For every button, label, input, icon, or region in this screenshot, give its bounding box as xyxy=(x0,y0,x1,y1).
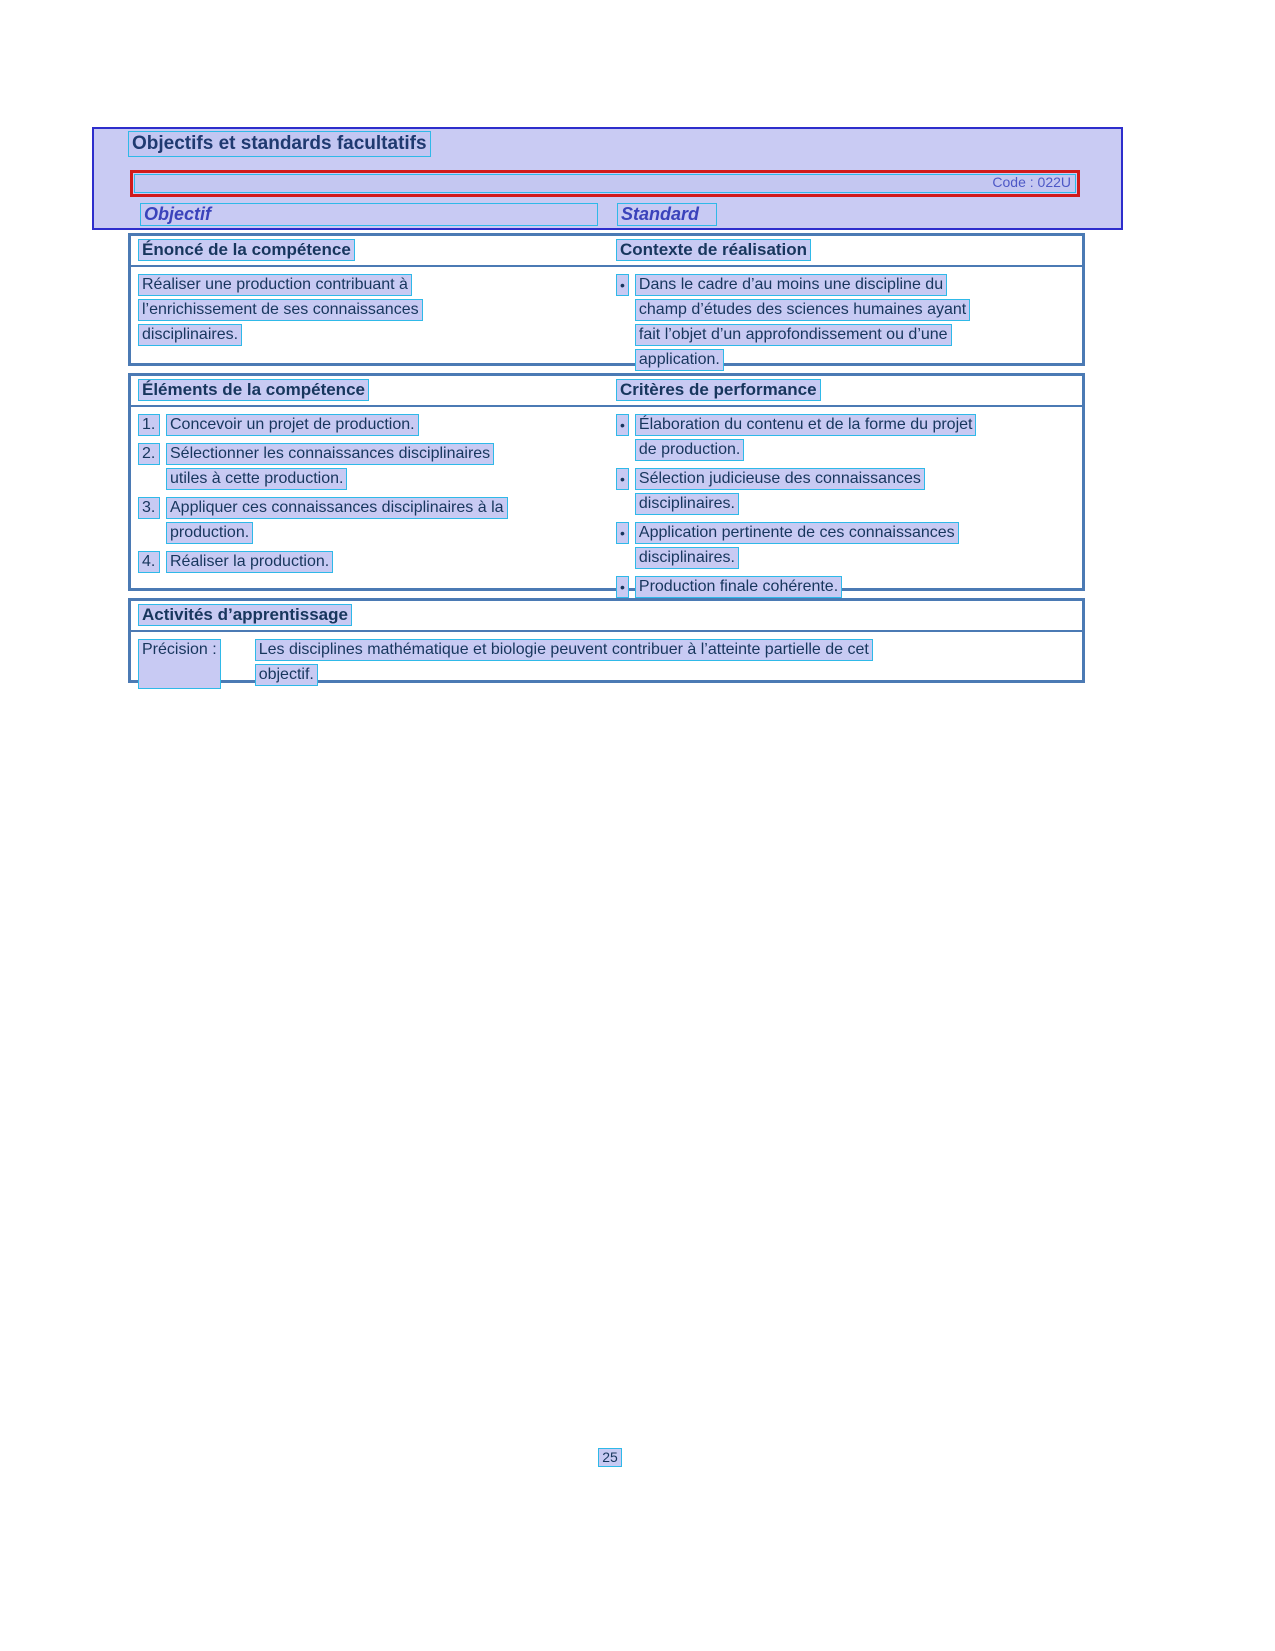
criterion-3-line-2: disciplinaires. xyxy=(635,547,739,569)
precision-row xyxy=(131,632,1082,689)
bullet-icon: • xyxy=(616,274,629,296)
bullet-icon: • xyxy=(616,414,629,436)
objectif-heading: Objectif xyxy=(140,203,598,226)
item-number: 2. xyxy=(138,443,160,465)
precision-label: Précision : xyxy=(138,639,221,689)
bullet-item xyxy=(616,414,1075,464)
enonce-table xyxy=(128,233,1085,366)
bullet-item xyxy=(616,274,1075,374)
text-line xyxy=(138,299,602,321)
elements-header-label: Éléments de la compétence xyxy=(138,379,369,401)
statement-line-2: l’enrichissement de ses connaissances xyxy=(138,299,423,321)
code-box xyxy=(130,170,1080,197)
bullet-lines xyxy=(635,522,959,572)
objectif-standard-row xyxy=(94,203,1121,227)
statement-line-3: disciplinaires. xyxy=(138,324,242,346)
list-item xyxy=(138,497,602,547)
bullet-lines xyxy=(635,274,970,374)
item-3-line-1: Appliquer ces connaissances disciplinaires à la xyxy=(166,497,508,519)
item-lines xyxy=(166,443,494,493)
criteres-header-cell xyxy=(609,379,1082,401)
text-line xyxy=(166,414,419,436)
page-number-container xyxy=(580,1448,640,1467)
bullet-lines xyxy=(635,468,925,518)
criteria-list-cell xyxy=(609,414,1082,605)
text-line xyxy=(255,639,873,661)
header-panel xyxy=(92,127,1123,230)
text-line xyxy=(635,522,959,544)
text-line xyxy=(635,349,970,371)
code-label: Code : 022U xyxy=(992,174,1071,190)
text-line xyxy=(166,551,333,573)
activites-table xyxy=(128,598,1085,683)
enonce-table-header xyxy=(131,236,1082,267)
elements-table-body xyxy=(131,407,1082,605)
elements-header-cell xyxy=(131,379,609,401)
page-title: Objectifs et standards facultatifs xyxy=(128,131,431,157)
elements-table-header xyxy=(131,376,1082,407)
enonce-table-body xyxy=(131,267,1082,378)
bullet-icon: • xyxy=(616,522,629,544)
bullet-item xyxy=(616,522,1075,572)
criteres-header-label: Critères de performance xyxy=(616,379,821,401)
item-number: 1. xyxy=(138,414,160,436)
criterion-4-line-1: Production finale cohérente. xyxy=(635,576,842,598)
criterion-3-line-1: Application pertinente de ces connaissances xyxy=(635,522,959,544)
contexte-header-cell xyxy=(609,239,1082,261)
enonce-header-cell xyxy=(131,239,609,261)
item-1-line-1: Concevoir un projet de production. xyxy=(166,414,419,436)
activites-header-label: Activités d’apprentissage xyxy=(138,604,352,626)
text-line xyxy=(635,439,977,461)
page-number: 25 xyxy=(598,1448,622,1467)
text-line xyxy=(635,493,925,515)
title-row xyxy=(128,131,431,157)
precision-line-1: Les disciplines mathématique et biologie peuvent contribuer à l’atteinte partielle de cet xyxy=(255,639,873,661)
item-4-line-1: Réaliser la production. xyxy=(166,551,333,573)
item-lines xyxy=(166,497,508,547)
criterion-2-line-1: Sélection judicieuse des connaissances xyxy=(635,468,925,490)
list-item xyxy=(138,414,602,439)
text-line xyxy=(635,274,970,296)
item-2-line-2: utiles à cette production. xyxy=(166,468,347,490)
bullet-item xyxy=(616,468,1075,518)
text-line xyxy=(635,414,977,436)
item-lines xyxy=(166,551,333,576)
code-bar xyxy=(134,174,1076,193)
text-line xyxy=(166,468,494,490)
text-line xyxy=(635,468,925,490)
context-cell xyxy=(609,274,1082,378)
bullet-lines xyxy=(635,414,977,464)
standard-heading: Standard xyxy=(617,203,717,226)
list-item xyxy=(138,551,602,576)
text-line xyxy=(635,324,970,346)
context-line-1: Dans le cadre d’au moins une discipline du xyxy=(635,274,947,296)
elements-list-cell xyxy=(131,414,609,605)
context-line-2: champ d’études des sciences humaines ayant xyxy=(635,299,970,321)
context-line-3: fait l’objet d’un approfondissement ou d’une xyxy=(635,324,952,346)
item-lines xyxy=(166,414,419,439)
item-number: 3. xyxy=(138,497,160,519)
list-item xyxy=(138,443,602,493)
item-2-line-1: Sélectionner les connaissances disciplinaires xyxy=(166,443,494,465)
activites-table-header xyxy=(131,601,1082,632)
precision-line-2: objectif. xyxy=(255,664,318,686)
text-line xyxy=(635,547,959,569)
bullet-icon: • xyxy=(616,468,629,490)
text-line xyxy=(138,274,602,296)
bullet-icon: • xyxy=(616,576,629,598)
elements-table xyxy=(128,373,1085,595)
enonce-header-label: Énoncé de la compétence xyxy=(138,239,355,261)
statement-line-1: Réaliser une production contribuant à xyxy=(138,274,412,296)
text-line xyxy=(166,522,508,544)
text-line xyxy=(635,576,842,598)
text-line xyxy=(138,324,602,346)
criterion-1-line-2: de production. xyxy=(635,439,744,461)
context-line-4: application. xyxy=(635,349,724,371)
precision-lines xyxy=(255,639,873,689)
item-3-line-2: production. xyxy=(166,522,253,544)
activites-header-cell xyxy=(131,604,1082,626)
statement-cell xyxy=(131,274,609,378)
text-line xyxy=(635,299,970,321)
item-number: 4. xyxy=(138,551,160,573)
text-line xyxy=(166,497,508,519)
contexte-header-label: Contexte de réalisation xyxy=(616,239,811,261)
criterion-1-line-1: Élaboration du contenu et de la forme du projet xyxy=(635,414,977,436)
criterion-2-line-2: disciplinaires. xyxy=(635,493,739,515)
text-line xyxy=(255,664,873,686)
text-line xyxy=(166,443,494,465)
